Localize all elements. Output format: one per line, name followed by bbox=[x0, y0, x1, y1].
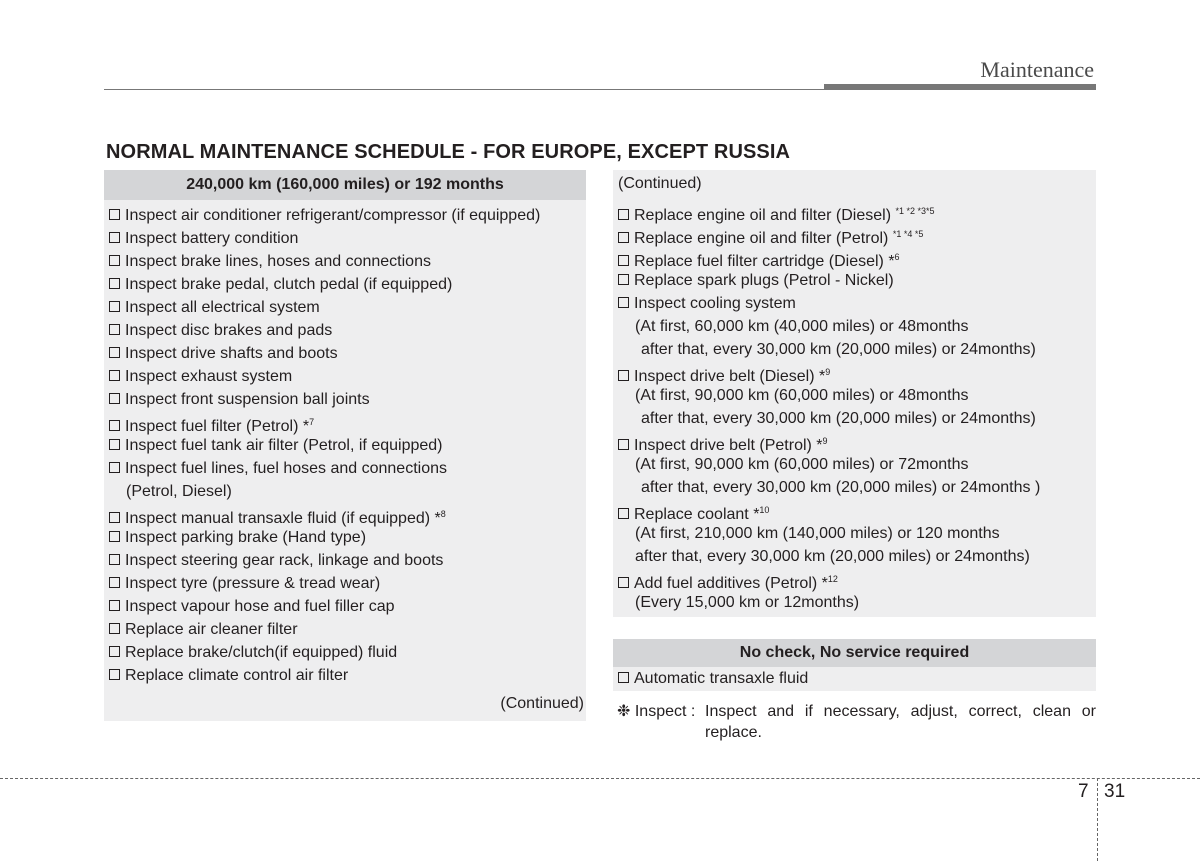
checkbox-icon bbox=[618, 297, 629, 308]
interval-detail: after that, every 30,000 km (20,000 miles) or 24months) bbox=[641, 341, 1036, 358]
list-item: Replace air cleaner filter bbox=[104, 618, 586, 641]
list-item: Inspect disc brakes and pads bbox=[104, 319, 586, 342]
running-header: Maintenance bbox=[980, 57, 1094, 82]
checkbox-icon bbox=[109, 420, 120, 431]
footer-divider-vertical bbox=[1097, 778, 1098, 861]
checkbox-icon bbox=[109, 232, 120, 243]
header-rule bbox=[104, 89, 824, 90]
interval-detail: (At first, 60,000 km (40,000 miles) or 48months bbox=[635, 318, 969, 335]
continued-label: (Continued) bbox=[500, 695, 584, 712]
list-item: Replace spark plugs (Petrol - Nickel) bbox=[613, 269, 1096, 292]
list-item: Replace climate control air filter bbox=[104, 664, 586, 687]
list-item: Inspect cooling system bbox=[613, 292, 1096, 315]
list-item: Inspect brake pedal, clutch pedal (if equipped) bbox=[104, 273, 586, 296]
footnote-ref: *1 *2 *3*5 bbox=[895, 206, 935, 216]
footer-divider bbox=[0, 778, 1200, 779]
checkbox-icon bbox=[618, 232, 629, 243]
list-item: Inspect drive belt (Diesel) *$^9$ bbox=[613, 361, 1096, 384]
checkbox-icon bbox=[618, 209, 629, 220]
footnote-ref: *1 *4 *5 bbox=[892, 229, 924, 239]
list-item: Inspect exhaust system bbox=[104, 365, 586, 388]
no-check-heading: No check, No service required bbox=[613, 639, 1096, 667]
checkbox-icon bbox=[109, 512, 120, 523]
left-items-panel bbox=[104, 200, 586, 721]
checkbox-icon bbox=[618, 370, 629, 381]
list-item: Inspect drive shafts and boots bbox=[104, 342, 586, 365]
list-item: Inspect fuel lines, fuel hoses and connections bbox=[104, 457, 586, 480]
interval-heading: 240,000 km (160,000 miles) or 192 months bbox=[104, 170, 586, 200]
interval-detail: after that, every 30,000 km (20,000 miles) or 24months ) bbox=[641, 479, 1041, 496]
interval-detail: after that, every 30,000 km (20,000 miles) or 24months) bbox=[635, 548, 1030, 565]
footnote-ref: 9 bbox=[825, 367, 831, 377]
list-item: Replace engine oil and filter (Petrol) $^{*1 *4 *5}$ bbox=[613, 223, 1096, 246]
checkbox-icon bbox=[109, 278, 120, 289]
checkbox-icon bbox=[618, 274, 629, 285]
list-item: Inspect manual transaxle fluid (if equipped) *$^8$ bbox=[104, 503, 586, 526]
footnote-ref: 12 bbox=[827, 574, 838, 584]
list-item: Inspect all electrical system bbox=[104, 296, 586, 319]
list-item: Inspect brake lines, hoses and connections bbox=[104, 250, 586, 273]
checkbox-icon bbox=[109, 462, 120, 473]
inspect-note bbox=[613, 701, 1096, 743]
interval-detail: after that, every 30,000 km (20,000 miles) or 24months) bbox=[641, 410, 1036, 427]
list-item: Inspect front suspension ball joints bbox=[104, 388, 586, 411]
list-item: Replace brake/clutch(if equipped) fluid bbox=[104, 641, 586, 664]
list-item: Inspect steering gear rack, linkage and boots bbox=[104, 549, 586, 572]
list-item: Inspect air conditioner refrigerant/compressor (if equipped) bbox=[104, 204, 586, 227]
checkbox-icon bbox=[109, 646, 120, 657]
checkbox-icon bbox=[109, 669, 120, 680]
checkbox-icon bbox=[618, 508, 629, 519]
chapter-number: 7 bbox=[1078, 781, 1089, 802]
list-item: Inspect drive belt (Petrol) *$^9$ bbox=[613, 430, 1096, 453]
interval-detail: (At first, 90,000 km (60,000 miles) or 72months bbox=[635, 456, 969, 473]
checkbox-icon bbox=[618, 255, 629, 266]
list-item: Inspect fuel filter (Petrol) *$^7$ bbox=[104, 411, 586, 434]
checkbox-icon bbox=[109, 347, 120, 358]
checkbox-icon bbox=[109, 577, 120, 588]
right-items-panel bbox=[613, 170, 1096, 617]
list-item: Inspect fuel tank air filter (Petrol, if equipped) bbox=[104, 434, 586, 457]
checkbox-icon bbox=[109, 393, 120, 404]
checkbox-icon bbox=[109, 623, 120, 634]
schedule-right-column bbox=[613, 170, 1096, 743]
checkbox-icon bbox=[618, 577, 629, 588]
checkbox-icon bbox=[109, 439, 120, 450]
checkbox-icon bbox=[109, 531, 120, 542]
interval-detail: (At first, 90,000 km (60,000 miles) or 48months bbox=[635, 387, 969, 404]
list-item: Replace coolant *$^{10}$ bbox=[613, 499, 1096, 522]
interval-detail: (At first, 210,000 km (140,000 miles) or 120 months bbox=[635, 525, 1000, 542]
list-item: Inspect vapour hose and fuel filler cap bbox=[104, 595, 586, 618]
list-item: Inspect parking brake (Hand type) bbox=[104, 526, 586, 549]
continued-label: (Continued) bbox=[618, 175, 702, 192]
page-title: NORMAL MAINTENANCE SCHEDULE - FOR EUROPE, EXCEPT RUSSIA bbox=[106, 141, 791, 163]
checkbox-icon bbox=[618, 439, 629, 450]
note-text: Inspect and if necessary, adjust, correct, clean or replace. bbox=[705, 703, 1096, 741]
note-label: ❉ Inspect : bbox=[617, 703, 696, 720]
checkbox-icon bbox=[109, 255, 120, 266]
list-item-continuation: (Petrol, Diesel) bbox=[126, 483, 232, 500]
list-item: Automatic transaxle fluid bbox=[613, 667, 1096, 691]
header-rule-accent bbox=[824, 84, 1096, 90]
list-item: Replace engine oil and filter (Diesel) $^{*1 *2 *3*5}$ bbox=[613, 200, 1096, 223]
footnote-ref: 7 bbox=[309, 417, 315, 427]
checkbox-icon bbox=[109, 554, 120, 565]
checkbox-icon bbox=[109, 370, 120, 381]
list-item: Replace fuel filter cartridge (Diesel) *$^6$ bbox=[613, 246, 1096, 269]
list-item: Inspect battery condition bbox=[104, 227, 586, 250]
checkbox-icon bbox=[109, 209, 120, 220]
list-item: Inspect tyre (pressure & tread wear) bbox=[104, 572, 586, 595]
footnote-ref: 6 bbox=[894, 252, 900, 262]
checkbox-icon bbox=[109, 324, 120, 335]
checkbox-icon bbox=[109, 600, 120, 611]
footnote-ref: 8 bbox=[440, 509, 446, 519]
checkbox-icon bbox=[618, 672, 629, 683]
schedule-left-column bbox=[104, 170, 586, 721]
page-number: 31 bbox=[1104, 781, 1126, 802]
list-item: Add fuel additives (Petrol) *$^{12}$ bbox=[613, 568, 1096, 591]
checkbox-icon bbox=[109, 301, 120, 312]
footnote-ref: 10 bbox=[759, 505, 770, 515]
footnote-ref: 9 bbox=[822, 436, 828, 446]
interval-detail: (Every 15,000 km or 12months) bbox=[635, 594, 860, 611]
